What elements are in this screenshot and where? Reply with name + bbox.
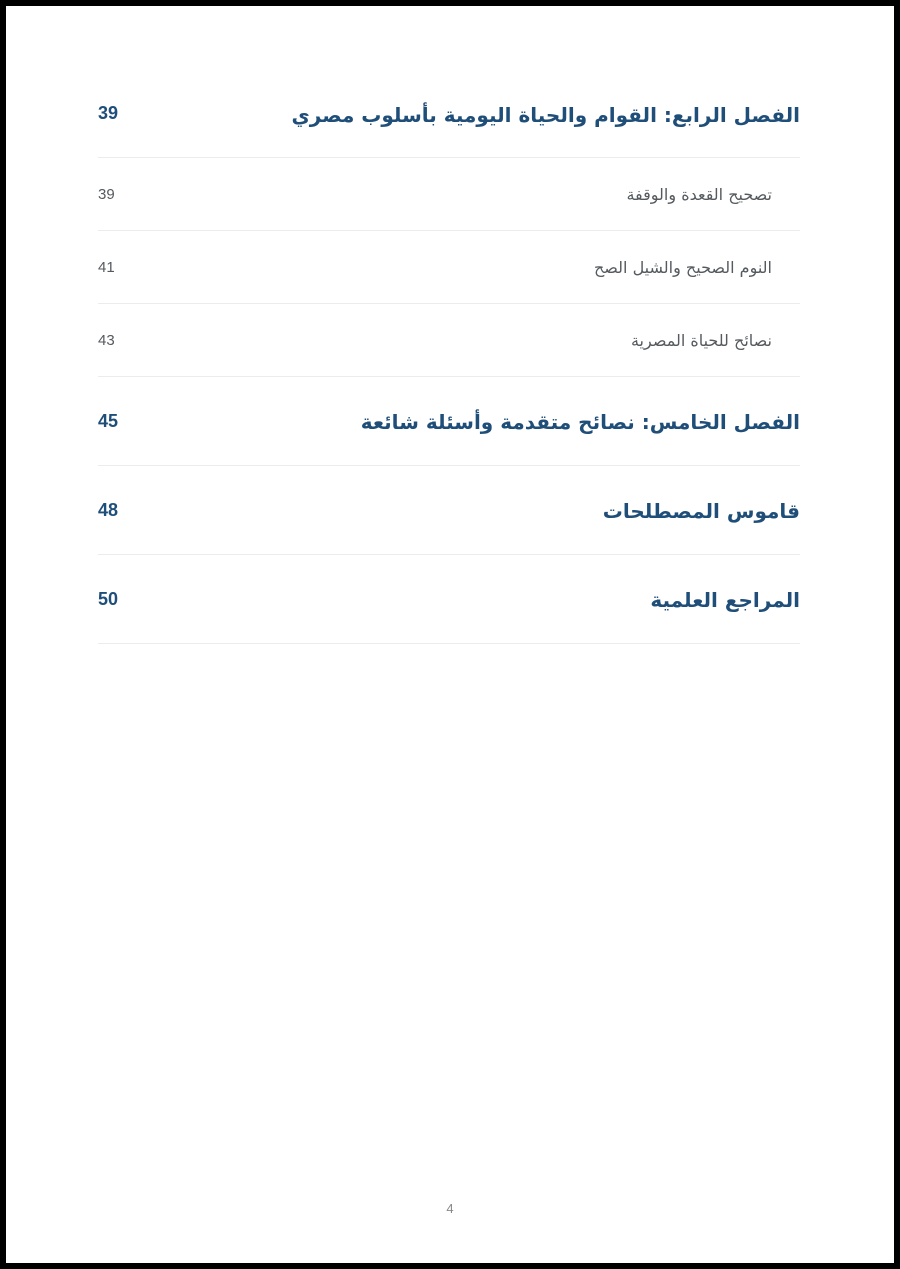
toc-entry-title: المراجع العلمية — [650, 588, 800, 612]
toc-section-sleep-lifting[interactable] — [98, 231, 800, 304]
toc-section-posture-correction[interactable] — [98, 158, 800, 231]
toc-entry-title: قاموس المصطلحات — [602, 499, 800, 523]
toc-entry-page: 41 — [98, 258, 115, 276]
document-page — [6, 6, 894, 1263]
toc-entry-title: تصحيح القعدة والوقفة — [626, 184, 772, 204]
toc-chapter-4[interactable] — [98, 70, 800, 158]
table-of-contents — [98, 70, 800, 644]
toc-entry-title: الفصل الرابع: القوام والحياة اليومية بأسلوب مصري — [291, 102, 800, 127]
toc-chapter-5[interactable] — [98, 377, 800, 466]
toc-entry-page: 50 — [98, 588, 119, 609]
footer-page-number: 4 — [446, 1201, 454, 1216]
toc-entry-page: 48 — [98, 499, 119, 520]
toc-entry-title: النوم الصحيح والشيل الصح — [593, 257, 772, 277]
toc-entry-title: الفصل الخامس: نصائح متقدمة وأسئلة شائعة — [360, 410, 800, 434]
toc-references[interactable] — [98, 555, 800, 644]
toc-entry-page: 39 — [98, 185, 115, 203]
toc-section-egyptian-life-tips[interactable] — [98, 304, 800, 377]
toc-entry-title: نصائح للحياة المصرية — [630, 330, 772, 350]
toc-entry-page: 43 — [98, 331, 115, 349]
toc-entry-page: 39 — [98, 103, 119, 123]
toc-entry-page: 45 — [98, 410, 119, 431]
toc-glossary[interactable] — [98, 466, 800, 555]
